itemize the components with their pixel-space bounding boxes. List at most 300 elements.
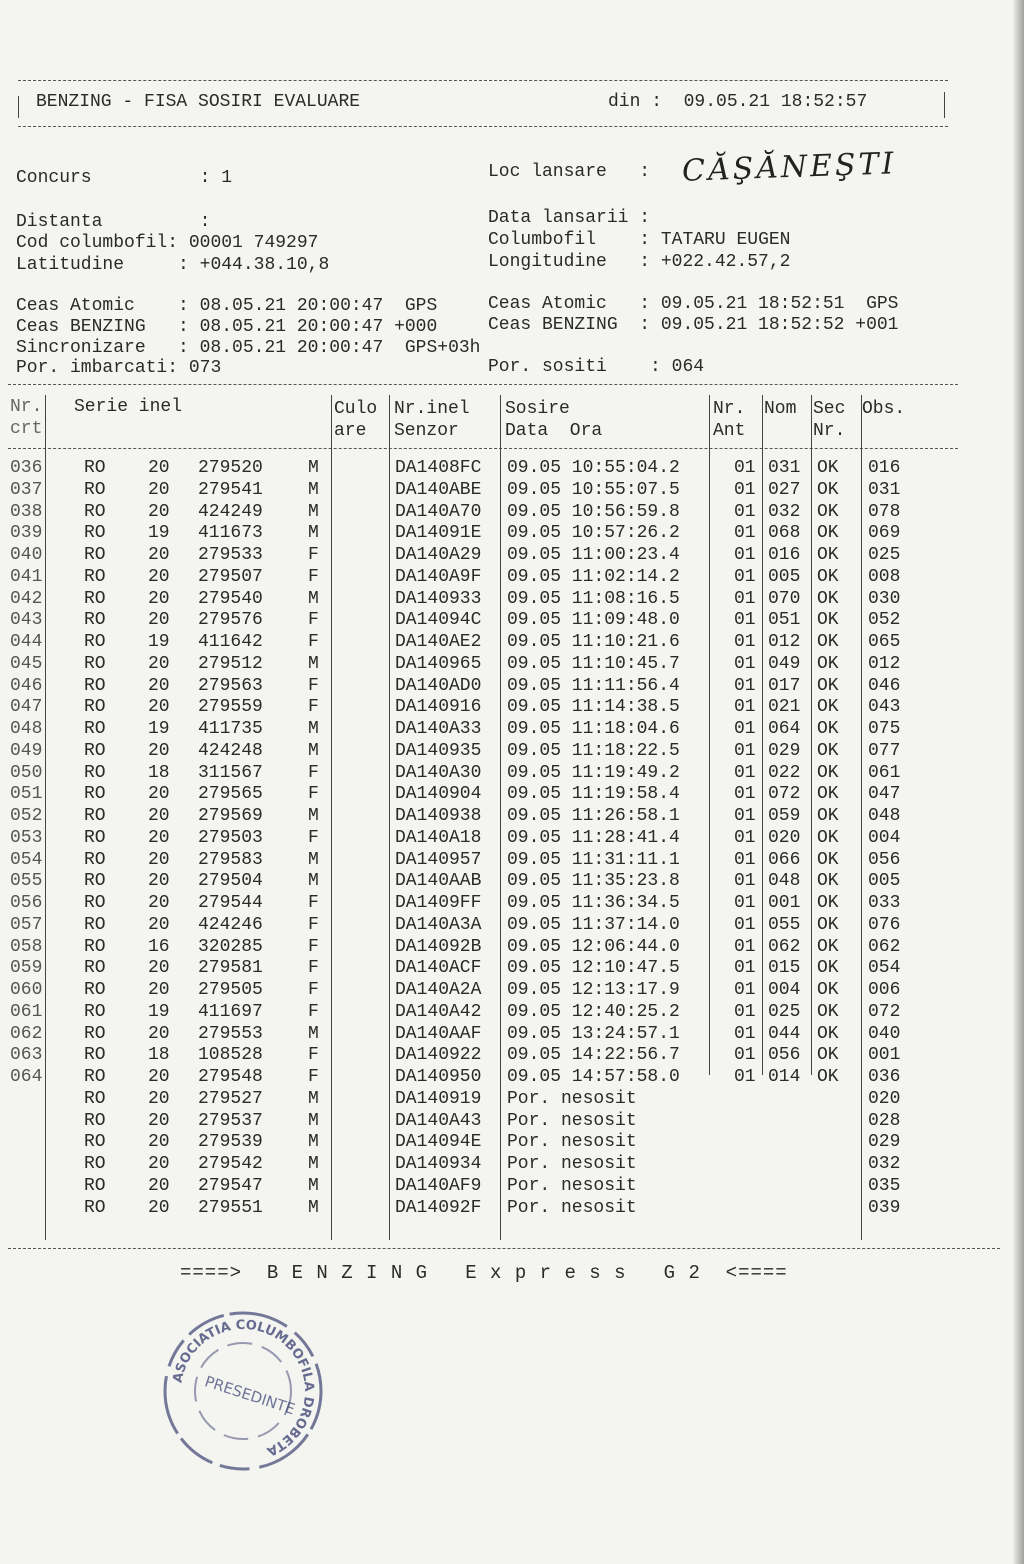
row-nom: 025 (768, 1001, 801, 1022)
row-year: 20 (148, 740, 170, 761)
row-nr: 039 (10, 523, 43, 544)
row-obs: 030 (868, 588, 901, 609)
row-ring: 279583 (198, 849, 263, 870)
row-country: RO (84, 784, 106, 805)
row-sensor: DA140938 (395, 806, 482, 826)
row-sex: M (308, 501, 319, 522)
row-year: 20 (148, 1110, 170, 1131)
row-sec: OK (817, 566, 839, 587)
row-antenna: 01 (734, 871, 756, 892)
row-sensor: DA140A33 (395, 719, 482, 739)
row-ring: 411642 (198, 632, 263, 652)
row-year: 20 (148, 697, 170, 718)
row-nr: 040 (10, 545, 43, 565)
row-sec: OK (817, 936, 839, 957)
row-sensor: DA1408FC (395, 458, 482, 478)
row-sex: M (308, 1175, 319, 1196)
table-row (0, 980, 1024, 1002)
row-sex: M (308, 479, 319, 500)
row-country: RO (84, 806, 106, 826)
row-nom: 014 (768, 1067, 801, 1087)
row-obs: 004 (868, 827, 901, 848)
row-ring: 279541 (198, 479, 263, 500)
row-country: RO (84, 827, 106, 848)
row-year: 19 (148, 719, 170, 739)
row-year: 16 (148, 936, 170, 957)
row-sec: OK (817, 1023, 839, 1044)
row-nr: 041 (10, 566, 43, 587)
row-arrival: 09.05 11:10:45.7 (507, 653, 680, 674)
row-obs: 062 (868, 936, 901, 957)
row-sensor: DA140965 (395, 653, 482, 674)
row-year: 20 (148, 1175, 170, 1196)
row-year: 19 (148, 523, 170, 544)
row-nr: 037 (10, 479, 43, 500)
row-country: RO (84, 914, 106, 935)
th-sosire: Sosire Data Ora (505, 399, 603, 441)
row-ring: 279547 (198, 1175, 263, 1196)
row-antenna: 01 (734, 1001, 756, 1022)
row-nr: 060 (10, 980, 43, 1000)
row-sensor: DA14092F (395, 1197, 482, 1218)
row-sensor: DA140AAF (395, 1023, 482, 1044)
row-antenna: 01 (734, 719, 756, 739)
row-obs: 012 (868, 653, 901, 674)
row-sex: F (308, 958, 319, 979)
row-sex: M (308, 1023, 319, 1044)
row-country: RO (84, 1067, 106, 1087)
row-obs: 006 (868, 980, 901, 1000)
table-row (0, 545, 1024, 567)
row-sensor: DA140A9F (395, 566, 482, 587)
row-sex: M (308, 871, 319, 892)
row-arrival: 09.05 11:14:38.5 (507, 697, 680, 718)
row-nom: 048 (768, 871, 801, 892)
row-arrival: Por. nesosit (507, 1132, 637, 1153)
row-ring: 108528 (198, 1045, 263, 1066)
row-sex: M (308, 1088, 319, 1109)
row-sensor: DA140922 (395, 1045, 482, 1066)
row-sex: F (308, 632, 319, 652)
row-sensor: DA140A43 (395, 1110, 482, 1131)
row-arrival: 09.05 11:19:49.2 (507, 762, 680, 783)
row-nr: 053 (10, 827, 43, 848)
row-year: 20 (148, 458, 170, 478)
row-country: RO (84, 849, 106, 870)
row-nr: 062 (10, 1023, 43, 1044)
row-arrival: 09.05 11:36:34.5 (507, 893, 680, 913)
latitudine-field: Latitudine : +044.38.10,8 (16, 255, 330, 275)
table-row (0, 850, 1024, 872)
row-arrival: 09.05 14:57:58.0 (507, 1067, 680, 1087)
row-country: RO (84, 719, 106, 739)
row-nom: 072 (768, 784, 801, 805)
sincronizare-field: Sincronizare : 08.05.21 20:00:47 GPS+03h (16, 338, 481, 358)
row-obs: 020 (868, 1088, 901, 1109)
row-antenna: 01 (734, 784, 756, 805)
row-obs: 069 (868, 523, 901, 544)
table-row (0, 1132, 1024, 1154)
row-obs: 025 (868, 545, 901, 565)
row-nom: 020 (768, 827, 801, 848)
row-sensor: DA140933 (395, 588, 482, 609)
report-date: din : 09.05.21 18:52:57 (608, 92, 868, 112)
row-arrival: 09.05 11:10:21.6 (507, 632, 680, 652)
row-nr: 059 (10, 958, 43, 979)
row-sex: F (308, 1001, 319, 1022)
row-nom: 021 (768, 697, 801, 718)
ceas-atomic-left: Ceas Atomic : 08.05.21 20:00:47 GPS (16, 296, 438, 316)
row-ring: 279533 (198, 545, 263, 565)
table-row (0, 1154, 1024, 1176)
row-sec: OK (817, 675, 839, 696)
loc-lansare-handwritten: CĂŞĂNEŞTI (681, 146, 897, 189)
row-nr: 058 (10, 936, 43, 957)
row-ring: 411735 (198, 719, 263, 739)
row-sensor: DA14094E (395, 1132, 482, 1153)
row-sensor: DA14094C (395, 610, 482, 631)
row-year: 20 (148, 806, 170, 826)
row-sensor: DA140919 (395, 1088, 482, 1109)
concurs-field: Concurs : 1 (16, 168, 233, 188)
row-country: RO (84, 1175, 106, 1196)
row-arrival: Por. nesosit (507, 1154, 637, 1174)
row-antenna: 01 (734, 653, 756, 674)
row-ring: 279563 (198, 675, 263, 696)
row-nom: 066 (768, 849, 801, 870)
row-nom: 070 (768, 588, 801, 609)
row-arrival: 09.05 10:56:59.8 (507, 501, 680, 522)
table-bottom-rule (8, 1248, 1000, 1249)
row-obs: 031 (868, 479, 901, 500)
row-sex: F (308, 914, 319, 935)
table-row (0, 697, 1024, 719)
row-year: 20 (148, 545, 170, 565)
row-sensor: DA140957 (395, 849, 482, 870)
row-sensor: DA140A2A (395, 980, 482, 1000)
table-row (0, 480, 1024, 502)
row-country: RO (84, 893, 106, 913)
row-nom: 027 (768, 479, 801, 500)
table-row (0, 632, 1024, 654)
row-sensor: DA140AE2 (395, 632, 482, 652)
row-nom: 029 (768, 740, 801, 761)
row-year: 18 (148, 762, 170, 783)
table-row (0, 567, 1024, 589)
row-obs: 076 (868, 914, 901, 935)
row-year: 20 (148, 1132, 170, 1153)
row-sensor: DA140916 (395, 697, 482, 718)
row-ring: 411697 (198, 1001, 263, 1022)
loc-lansare-field: Loc lansare : (488, 162, 651, 182)
row-nom: 016 (768, 545, 801, 565)
row-obs: 029 (868, 1132, 901, 1153)
sositi-field: Por. sositi : 064 (488, 357, 705, 377)
row-antenna: 01 (734, 675, 756, 696)
row-year: 20 (148, 566, 170, 587)
row-obs: 005 (868, 871, 901, 892)
row-antenna: 01 (734, 1067, 756, 1087)
row-ring: 279540 (198, 588, 263, 609)
row-nom: 056 (768, 1045, 801, 1066)
row-country: RO (84, 958, 106, 979)
row-arrival: 09.05 11:37:14.0 (507, 914, 680, 935)
row-antenna: 01 (734, 610, 756, 631)
row-antenna: 01 (734, 697, 756, 718)
row-obs: 078 (868, 501, 901, 522)
row-country: RO (84, 871, 106, 892)
row-arrival: 09.05 11:11:56.4 (507, 675, 680, 696)
row-obs: 039 (868, 1197, 901, 1218)
table-row (0, 806, 1024, 828)
row-ring: 279548 (198, 1067, 263, 1087)
table-row (0, 763, 1024, 785)
row-nom: 017 (768, 675, 801, 696)
row-country: RO (84, 1023, 106, 1044)
row-antenna: 01 (734, 806, 756, 826)
row-nr: 050 (10, 762, 43, 783)
row-sensor: DA140AD0 (395, 675, 482, 696)
row-antenna: 01 (734, 827, 756, 848)
row-sex: F (308, 675, 319, 696)
row-year: 20 (148, 501, 170, 522)
row-sensor: DA140A42 (395, 1001, 482, 1022)
row-ring: 320285 (198, 936, 263, 957)
table-row (0, 1045, 1024, 1067)
row-antenna: 01 (734, 545, 756, 565)
row-country: RO (84, 1197, 106, 1218)
row-nr: 042 (10, 588, 43, 609)
row-ring: 279553 (198, 1023, 263, 1044)
row-obs: 008 (868, 566, 901, 587)
stamp-center-text: PRESEDINTE (202, 1372, 298, 1419)
row-sec: OK (817, 849, 839, 870)
stamp-ring-text: ASOCIATIA COLUMBOFILA DROBETA (170, 1317, 317, 1459)
row-antenna: 01 (734, 980, 756, 1000)
row-obs: 033 (868, 893, 901, 913)
table-row (0, 676, 1024, 698)
row-nom: 059 (768, 806, 801, 826)
row-antenna: 01 (734, 936, 756, 957)
row-ring: 279507 (198, 566, 263, 587)
row-obs: 028 (868, 1110, 901, 1131)
row-ring: 279581 (198, 958, 263, 979)
row-antenna: 01 (734, 1045, 756, 1066)
row-sensor: DA1409FF (395, 893, 482, 913)
row-ring: 411673 (198, 523, 263, 544)
th-nr: Nr. crt (10, 397, 43, 439)
row-arrival: Por. nesosit (507, 1110, 637, 1131)
table-row (0, 719, 1024, 741)
row-nom: 049 (768, 653, 801, 674)
row-country: RO (84, 740, 106, 761)
row-sensor: DA140A29 (395, 545, 482, 565)
row-obs: 001 (868, 1045, 901, 1066)
row-year: 20 (148, 1154, 170, 1174)
row-arrival: 09.05 11:00:23.4 (507, 545, 680, 565)
row-obs: 046 (868, 675, 901, 696)
th-serie: Serie inel (74, 397, 183, 417)
row-obs: 040 (868, 1023, 901, 1044)
row-sensor: DA140A18 (395, 827, 482, 848)
row-sensor: DA140ACF (395, 958, 482, 979)
table-row (0, 523, 1024, 545)
row-sec: OK (817, 545, 839, 565)
row-antenna: 01 (734, 893, 756, 913)
row-country: RO (84, 1154, 106, 1174)
row-nr: 061 (10, 1001, 43, 1022)
row-nom: 004 (768, 980, 801, 1000)
row-arrival: 09.05 11:26:58.1 (507, 806, 680, 826)
row-sec: OK (817, 479, 839, 500)
row-antenna: 01 (734, 479, 756, 500)
row-antenna: 01 (734, 740, 756, 761)
row-ring: 279520 (198, 458, 263, 478)
row-obs: 056 (868, 849, 901, 870)
row-sensor: DA140950 (395, 1067, 482, 1087)
row-country: RO (84, 458, 106, 478)
row-year: 20 (148, 827, 170, 848)
row-ring: 279565 (198, 784, 263, 805)
row-nr: 046 (10, 675, 43, 696)
row-sensor: DA14092B (395, 936, 482, 957)
imbarcati-field: Por. imbarcati: 073 (16, 358, 222, 378)
row-country: RO (84, 762, 106, 783)
th-obs: Obs. (862, 399, 906, 419)
row-sec: OK (817, 632, 839, 652)
row-nom: 031 (768, 458, 801, 478)
footer-benzing-express: ====> B E N Z I N G E x p r e s s G 2 <==== (180, 1262, 788, 1284)
row-ring: 279504 (198, 871, 263, 892)
row-year: 20 (148, 1023, 170, 1044)
row-obs: 047 (868, 784, 901, 805)
row-sensor: DA140904 (395, 784, 482, 805)
row-sex: F (308, 545, 319, 565)
row-nr: 048 (10, 719, 43, 739)
row-sex: M (308, 523, 319, 544)
row-nom: 044 (768, 1023, 801, 1044)
table-row (0, 654, 1024, 676)
row-sec: OK (817, 501, 839, 522)
row-country: RO (84, 675, 106, 696)
row-arrival: 09.05 11:02:14.2 (507, 566, 680, 587)
row-arrival: 09.05 11:19:58.4 (507, 784, 680, 805)
th-nom: Nom (764, 399, 797, 419)
row-nr: 051 (10, 784, 43, 805)
row-nom: 032 (768, 501, 801, 522)
row-nom: 068 (768, 523, 801, 544)
row-sex: M (308, 806, 319, 826)
row-ring: 279551 (198, 1197, 263, 1218)
row-year: 20 (148, 653, 170, 674)
row-arrival: 09.05 12:13:17.9 (507, 980, 680, 1000)
row-ring: 311567 (198, 762, 263, 783)
row-country: RO (84, 653, 106, 674)
row-arrival: Por. nesosit (507, 1088, 637, 1109)
header-top-rule (18, 80, 948, 81)
row-arrival: Por. nesosit (507, 1197, 637, 1218)
table-row (0, 589, 1024, 611)
ceas-benzing-right: Ceas BENZING : 09.05.21 18:52:52 +001 (488, 315, 899, 335)
row-nom: 001 (768, 893, 801, 913)
row-sex: M (308, 740, 319, 761)
row-sec: OK (817, 610, 839, 631)
table-row (0, 1176, 1024, 1198)
row-year: 20 (148, 610, 170, 631)
th-culoare: Culo are (334, 399, 378, 441)
row-sex: M (308, 458, 319, 478)
row-country: RO (84, 479, 106, 500)
table-row (0, 741, 1024, 763)
row-year: 20 (148, 871, 170, 892)
table-row (0, 1089, 1024, 1111)
row-ring: 279527 (198, 1088, 263, 1109)
row-arrival: 09.05 11:31:11.1 (507, 849, 680, 870)
row-sex: M (308, 588, 319, 609)
header-left-bar (18, 96, 19, 118)
row-sec: OK (817, 1045, 839, 1066)
row-sec: OK (817, 784, 839, 805)
row-antenna: 01 (734, 523, 756, 544)
table-row (0, 893, 1024, 915)
row-antenna: 01 (734, 566, 756, 587)
row-sex: F (308, 566, 319, 587)
row-country: RO (84, 697, 106, 718)
row-sex: F (308, 1045, 319, 1066)
row-nom: 062 (768, 936, 801, 957)
row-arrival: 09.05 10:55:04.2 (507, 458, 680, 478)
row-sec: OK (817, 1001, 839, 1022)
table-row (0, 958, 1024, 980)
row-ring: 424248 (198, 740, 263, 761)
row-year: 18 (148, 1045, 170, 1066)
row-country: RO (84, 501, 106, 522)
row-country: RO (84, 523, 106, 544)
row-year: 20 (148, 980, 170, 1000)
row-sex: F (308, 1067, 319, 1087)
row-year: 19 (148, 1001, 170, 1022)
row-sensor: DA140A70 (395, 501, 482, 522)
row-obs: 043 (868, 697, 901, 718)
row-year: 20 (148, 1197, 170, 1218)
row-antenna: 01 (734, 458, 756, 478)
table-row (0, 610, 1024, 632)
table-header-rule (8, 448, 958, 449)
row-obs: 052 (868, 610, 901, 631)
row-arrival: 09.05 10:57:26.2 (507, 523, 680, 544)
row-sex: F (308, 893, 319, 913)
row-sex: M (308, 849, 319, 870)
row-ring: 279505 (198, 980, 263, 1000)
row-arrival: Por. nesosit (507, 1175, 637, 1196)
row-sensor: DA140A30 (395, 762, 482, 783)
row-country: RO (84, 588, 106, 609)
table-row (0, 1002, 1024, 1024)
row-year: 20 (148, 893, 170, 913)
row-obs: 016 (868, 458, 901, 478)
row-sec: OK (817, 719, 839, 739)
row-country: RO (84, 632, 106, 652)
row-sensor: DA140A3A (395, 914, 482, 935)
row-arrival: 09.05 11:08:16.5 (507, 588, 680, 609)
association-stamp-icon (158, 1306, 328, 1476)
row-year: 20 (148, 675, 170, 696)
row-arrival: 09.05 11:28:41.4 (507, 827, 680, 848)
row-sec: OK (817, 588, 839, 609)
row-sec: OK (817, 980, 839, 1000)
row-ring: 279542 (198, 1154, 263, 1174)
row-year: 20 (148, 588, 170, 609)
